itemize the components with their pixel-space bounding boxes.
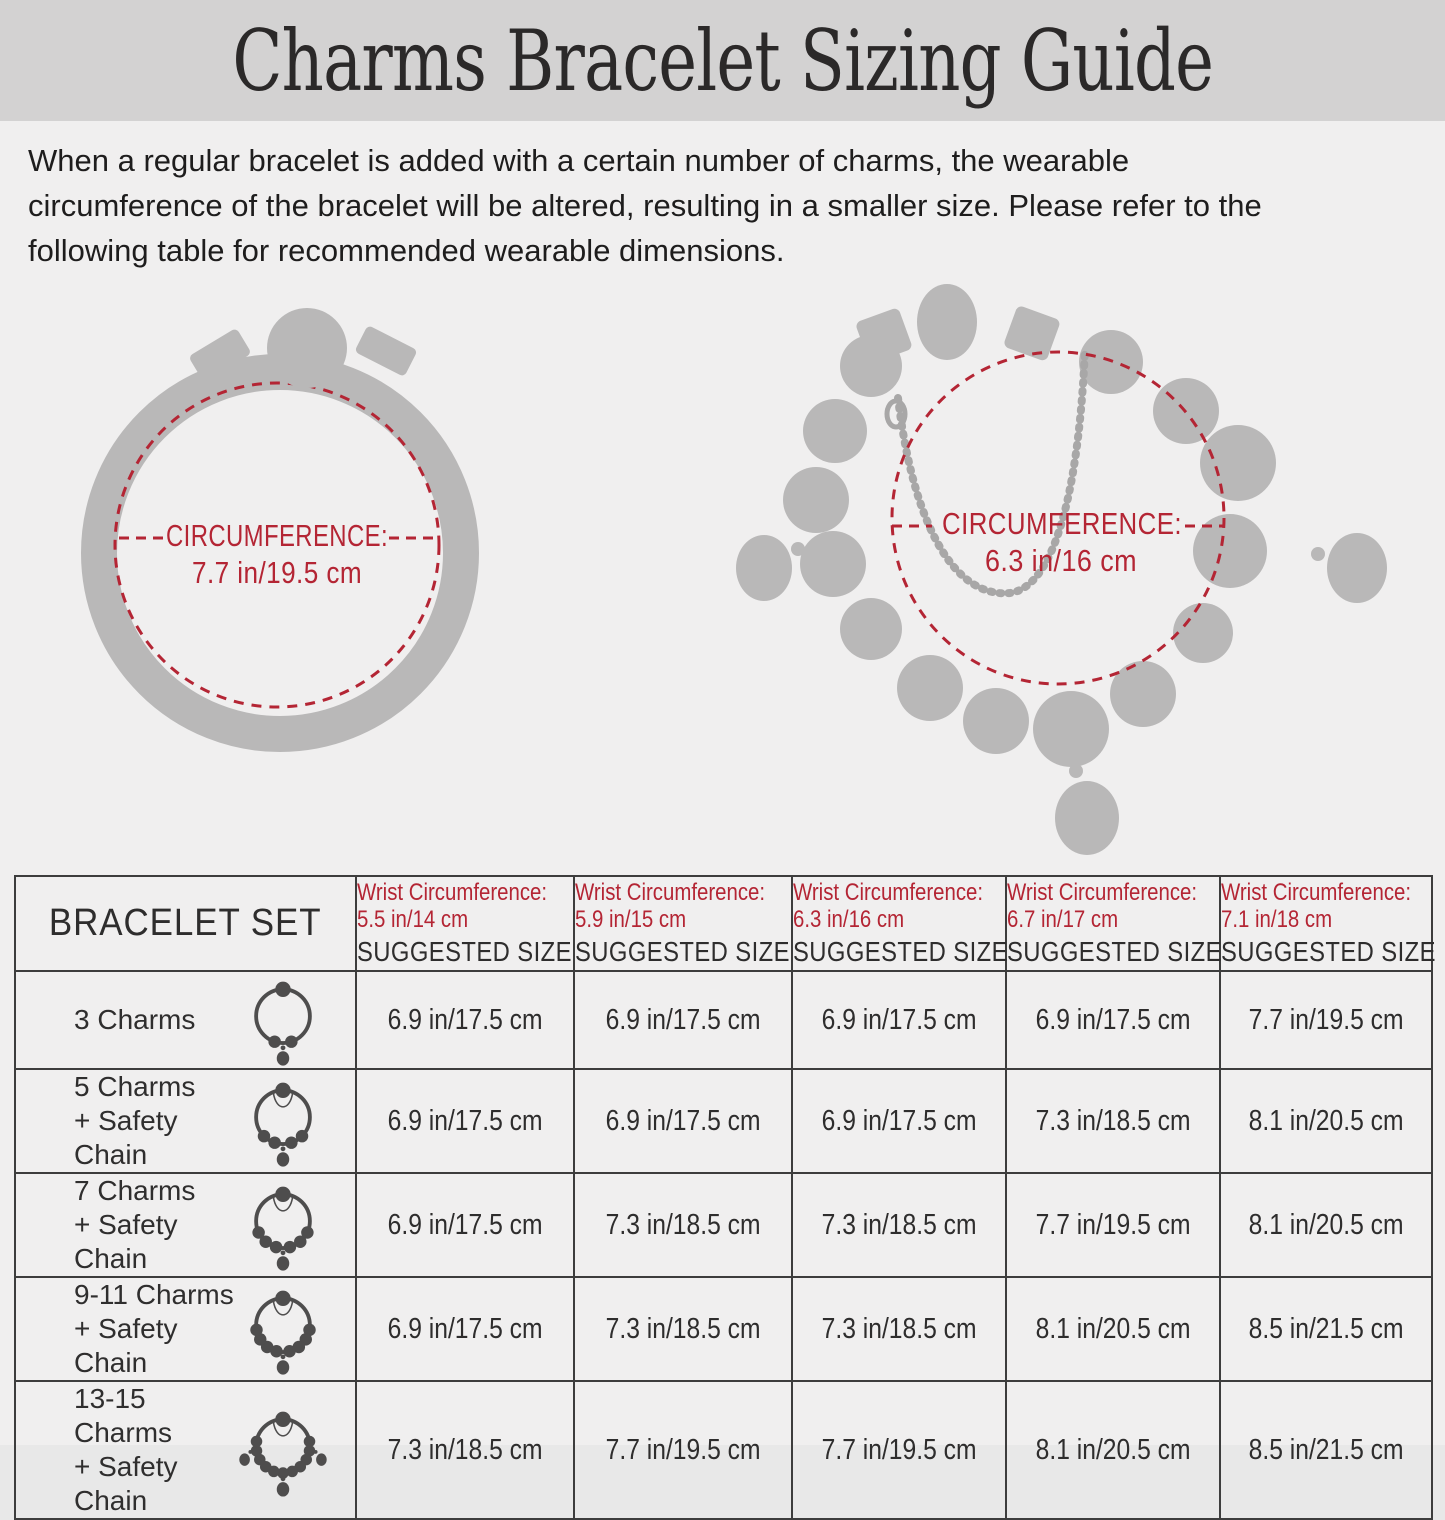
- size-value: 7.3 in/18.5 cm: [792, 1277, 1006, 1381]
- size-value: 8.5 in/21.5 cm: [1220, 1381, 1432, 1519]
- table-row: [15, 1173, 1432, 1277]
- charm-bracelet-illustration: [720, 268, 1445, 870]
- wrist-header-1: [356, 876, 574, 971]
- size-value: 7.7 in/19.5 cm: [1220, 971, 1432, 1069]
- table-row: [15, 1277, 1432, 1381]
- bracelet-3-charms-icon: [235, 972, 331, 1068]
- size-value: 6.9 in/17.5 cm: [356, 1173, 574, 1277]
- set-cell-7-charms: [15, 1173, 356, 1277]
- suggested-size-label: SUGGESTED SIZE: [575, 936, 790, 967]
- set-sub: + Safety Chain: [74, 1209, 178, 1274]
- charm-circumference-value: 6.3 in/16 cm: [985, 543, 1137, 578]
- suggested-size-label: SUGGESTED SIZE: [357, 936, 572, 967]
- wrist-label: Wrist Circumference:: [1221, 879, 1412, 906]
- set-cell-13-15-charms: [15, 1381, 356, 1519]
- suggested-size-label: SUGGESTED SIZE: [793, 936, 1008, 967]
- intro-line: following table for recommended wearable dimensions.: [28, 233, 785, 268]
- set-cell-3-charms: [15, 971, 356, 1069]
- size-value: 6.9 in/17.5 cm: [792, 971, 1006, 1069]
- intro-line: circumference of the bracelet will be altered, resulting in a smaller size. Please refer to the: [28, 188, 1262, 223]
- table-row: [15, 1381, 1432, 1519]
- wrist-size: 5.9 in/15 cm: [575, 906, 687, 933]
- bracelet-set-header-label: BRACELET SET: [49, 902, 322, 944]
- size-value: 7.7 in/19.5 cm: [574, 1381, 792, 1519]
- wrist-label: Wrist Circumference:: [793, 879, 984, 906]
- intro-line: When a regular bracelet is added with a certain number of charms, the wearable: [28, 143, 1130, 178]
- bracelet-13-15-charms-icon: [235, 1402, 331, 1498]
- size-value: 8.1 in/20.5 cm: [1220, 1173, 1432, 1277]
- size-value: 6.9 in/17.5 cm: [792, 1069, 1006, 1173]
- wrist-label: Wrist Circumference:: [357, 879, 548, 906]
- size-value: 6.9 in/17.5 cm: [574, 971, 792, 1069]
- plain-bracelet-illustration: [40, 290, 600, 858]
- size-value: 6.9 in/17.5 cm: [356, 1069, 574, 1173]
- size-value: 8.1 in/20.5 cm: [1006, 1381, 1220, 1519]
- set-sub: + Safety Chain: [74, 1105, 178, 1170]
- size-value: 7.7 in/19.5 cm: [792, 1381, 1006, 1519]
- size-value: 6.9 in/17.5 cm: [356, 1277, 574, 1381]
- size-value: 8.1 in/20.5 cm: [1220, 1069, 1432, 1173]
- set-sub: + Safety Chain: [74, 1451, 178, 1516]
- size-value: 6.9 in/17.5 cm: [574, 1069, 792, 1173]
- set-name: 7 Charms: [74, 1175, 196, 1206]
- intro-text: [28, 138, 1428, 273]
- wrist-label: Wrist Circumference:: [1007, 879, 1198, 906]
- wrist-size: 6.3 in/16 cm: [793, 906, 905, 933]
- page-title: Charms Bracelet Sizing Guide: [232, 11, 1213, 110]
- bracelet-5-charms-icon: [235, 1073, 331, 1169]
- wrist-size: 7.1 in/18 cm: [1221, 906, 1333, 933]
- size-value: 7.3 in/18.5 cm: [574, 1173, 792, 1277]
- size-value: 7.3 in/18.5 cm: [792, 1173, 1006, 1277]
- size-value: 7.7 in/19.5 cm: [1006, 1173, 1220, 1277]
- wrist-size: 6.7 in/17 cm: [1007, 906, 1119, 933]
- set-name: 9-11 Charms: [74, 1279, 234, 1310]
- wrist-header-2: [574, 876, 792, 971]
- table-row: [15, 971, 1432, 1069]
- title-band: [0, 0, 1445, 121]
- plain-circumference-value: 7.7 in/19.5 cm: [192, 555, 362, 590]
- wrist-header-3: [792, 876, 1006, 971]
- size-value: 7.3 in/18.5 cm: [1006, 1069, 1220, 1173]
- size-value: 7.3 in/18.5 cm: [356, 1381, 574, 1519]
- set-cell-5-charms: [15, 1069, 356, 1173]
- size-value: 8.1 in/20.5 cm: [1006, 1277, 1220, 1381]
- charm-circumference-label: CIRCUMFERENCE:: [942, 506, 1182, 541]
- wrist-header-4: [1006, 876, 1220, 971]
- sizing-table: [14, 875, 1436, 1520]
- size-value: 8.5 in/21.5 cm: [1220, 1277, 1432, 1381]
- wrist-header-5: [1220, 876, 1436, 971]
- suggested-size-label: SUGGESTED SIZE: [1007, 936, 1222, 967]
- wrist-label: Wrist Circumference:: [575, 879, 766, 906]
- size-value: 7.3 in/18.5 cm: [574, 1277, 792, 1381]
- set-name: 13-15 Charms: [74, 1383, 173, 1448]
- clasp-bead: [267, 308, 347, 388]
- set-name: 3 Charms: [74, 1004, 196, 1035]
- size-value: 6.9 in/17.5 cm: [1006, 971, 1220, 1069]
- table-row: [15, 1069, 1432, 1173]
- size-value: 6.9 in/17.5 cm: [356, 971, 574, 1069]
- set-cell-9-11-charms: [15, 1277, 356, 1381]
- bracelet-9-11-charms-icon: [235, 1281, 331, 1377]
- wrist-size: 5.5 in/14 cm: [357, 906, 469, 933]
- suggested-size-label: SUGGESTED SIZE: [1221, 936, 1436, 967]
- plain-circumference-label: CIRCUMFERENCE:: [166, 518, 388, 553]
- bracelet-set-header: [15, 876, 356, 971]
- set-sub: + Safety Chain: [74, 1313, 178, 1378]
- table-header-row: [15, 876, 1432, 971]
- bracelet-7-charms-icon: [235, 1177, 331, 1273]
- set-name: 5 Charms: [74, 1071, 196, 1102]
